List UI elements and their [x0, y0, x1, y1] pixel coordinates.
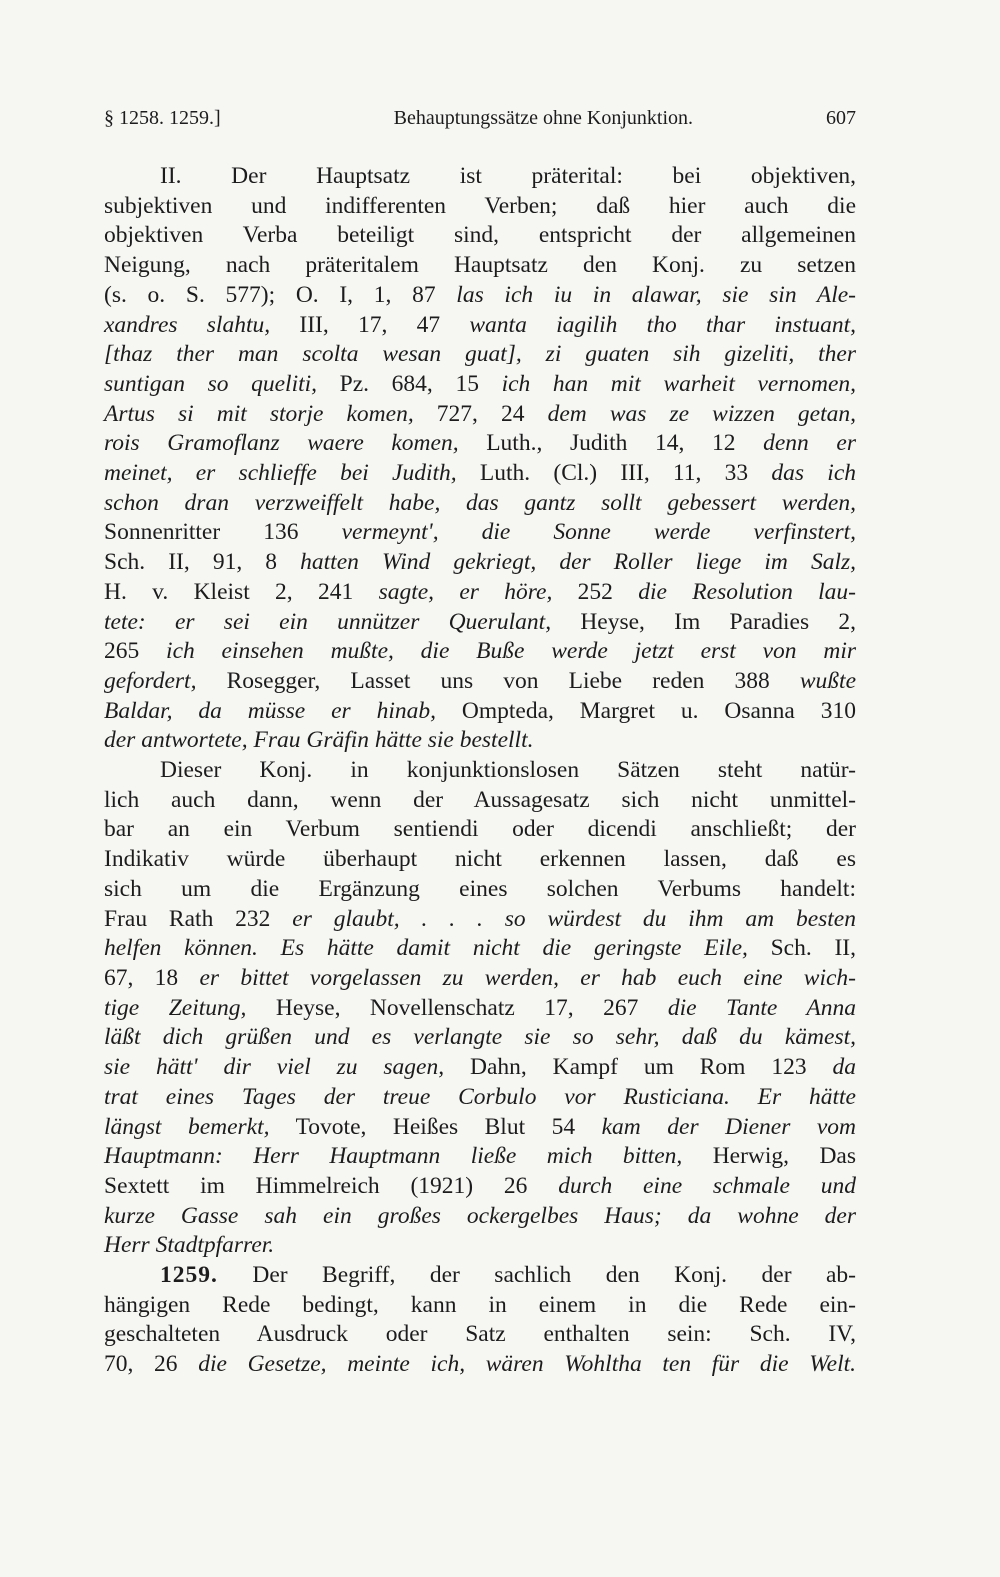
body-text-run: III, 17, 47 [270, 311, 470, 338]
text-line [104, 786, 856, 816]
text-line [104, 459, 856, 489]
quotation-text: sie hätt' dir viel zu sagen, [104, 1054, 445, 1081]
text-line [104, 964, 856, 994]
quotation-text: ich han mit warheit vernomen, [501, 370, 857, 397]
text-line [104, 667, 856, 697]
quotation-text: kam der Diener vom [601, 1113, 856, 1140]
running-header [104, 104, 856, 132]
text-line [104, 340, 856, 370]
body-text-run: Luth., Judith 14, 12 [458, 430, 764, 457]
text-line [104, 429, 856, 459]
quotation-text: da [832, 1054, 856, 1081]
text-line [104, 1083, 856, 1113]
body-text-run: geschalteten Ausdruck oder Satz enthalten sein: Sch. IV, [104, 1321, 856, 1348]
body-text-run: 70, 26 [104, 1351, 199, 1378]
text-line [104, 1172, 856, 1202]
text-line [104, 400, 856, 430]
text-line [104, 756, 856, 786]
text-line [104, 1350, 856, 1380]
body-text-run: Dahn, Kampf um Rom 123 [444, 1054, 833, 1081]
text-line [104, 934, 856, 964]
body-text-run: 252 [552, 578, 639, 605]
text-line [104, 845, 856, 875]
text-line [104, 251, 856, 281]
text-line [104, 726, 856, 756]
text-line [104, 311, 856, 341]
body-text-run: II. Der Hauptsatz ist präterital: bei objektiven, [160, 163, 856, 189]
quotation-text: ich einsehen mußte, die Buße werde jetzt erst von mir [166, 638, 856, 665]
body-text-run: hängigen Rede bedingt, kann in einem in die Rede ein- [104, 1291, 856, 1318]
text-line [104, 192, 856, 222]
body-text-run: Heyse, Im Paradies 2, [551, 608, 856, 635]
quotation-text: Hauptmann: Herr Hauptmann ließe mich bitten, [104, 1143, 683, 1170]
quotation-text: das ich [771, 460, 856, 487]
body-text-run: Pz. 684, 15 [317, 370, 502, 397]
text-line [104, 1113, 856, 1143]
quotation-text: durch eine schmale und [558, 1172, 856, 1199]
body-text [104, 162, 856, 1380]
body-text-run: Frau Rath 232 [104, 905, 293, 932]
quotation-text: sagte, er höre, [378, 578, 553, 605]
quotation-text: helfen können. Es hätte damit nicht die geringste Eile, [104, 935, 748, 962]
body-text-run: Sonnenritter 136 [104, 519, 342, 546]
body-text-run: Herwig, Das [682, 1143, 857, 1170]
quotation-text: denn er [763, 430, 856, 457]
text-line [104, 608, 856, 638]
quotation-text: trat eines Tages der treue Corbulo vor Rusticiana. Er hätte [104, 1083, 856, 1110]
body-text-run: Sextett im Himmelreich (1921) 26 [104, 1172, 559, 1199]
quotation-text: suntigan so queliti, [104, 370, 318, 397]
text-line [104, 1142, 856, 1172]
text-line [104, 370, 856, 400]
body-text-run: Sch. II, [747, 935, 856, 962]
quotation-text: xandres slahtu, [104, 311, 271, 338]
quotation-text: die Tante Anna [667, 994, 857, 1021]
text-line [104, 489, 856, 519]
body-text-run: sich um die Ergänzung eines solchen Verbums handelt: [104, 875, 856, 902]
text-line [104, 697, 856, 727]
text-line [104, 875, 856, 905]
body-text-run: Der Begriff, der sachlich den Konj. der ab- [217, 1262, 856, 1289]
quotation-text: gefordert, [104, 667, 197, 694]
page-number: 607 [826, 107, 856, 129]
text-line [104, 281, 856, 311]
body-text-run: subjektiven und indifferenten Verben; daß hier auch die [104, 192, 856, 219]
section-reference: § 1258. 1259.] [104, 107, 221, 129]
text-line [104, 162, 856, 192]
running-title: Behauptungssätze ohne Konjunktion. [393, 107, 694, 129]
quotation-text: meinet, er schlieffe bei Judith, [104, 460, 457, 487]
text-line [104, 1261, 856, 1291]
quotation-text: kurze Gasse sah ein großes ockergelbes Haus; da wohne der [104, 1202, 856, 1229]
body-text-run: Dieser Konj. in konjunktionslosen Sätzen steht natür- [160, 757, 856, 784]
quotation-text: die Gesetze, meinte ich, wären Wohltha ten für die Welt. [198, 1351, 857, 1378]
quotation-text: Herr Stadtpfarrer. [104, 1232, 275, 1259]
text-line [104, 905, 856, 935]
body-text-run: Rosegger, Lasset uns von Liebe reden 388 [196, 667, 800, 694]
quotation-text: [thaz ther man scolta wesan guat], zi guaten sih gizeliti, ther [104, 341, 856, 368]
body-text-run: Tovote, Heißes Blut 54 [269, 1113, 602, 1140]
quotation-text: dem was ze wizzen getan, [547, 400, 857, 427]
quotation-text: läßt dich grüßen und es verlangte sie so sehr, daß du kämest, [104, 1024, 856, 1051]
body-text-run: 265 [104, 638, 167, 665]
quotation-text: die Resolution lau- [638, 578, 856, 605]
quotation-text: der antwortete, Frau Gräfin hätte sie bestellt. [104, 727, 534, 754]
body-text-run: (s. o. S. 577); O. I, 1, 87 [104, 281, 457, 308]
body-text-run: bar an ein Verbum sentiendi oder dicendi anschließt; der [104, 816, 856, 843]
quotation-text: längst bemerkt, [104, 1113, 270, 1140]
text-line [104, 815, 856, 845]
text-line [104, 221, 856, 251]
body-text-run: Heyse, Novellenschatz 17, 267 [246, 994, 668, 1021]
quotation-text: vermeynt', die Sonne werde verfinstert, [341, 519, 857, 546]
text-line [104, 1023, 856, 1053]
body-text-run: Ompteda, Margret u. Osanna 310 [435, 697, 856, 724]
quotation-text: hatten Wind gekriegt, der Roller liege im Salz, [300, 549, 857, 576]
body-text-run: Indikativ würde überhaupt nicht erkennen lassen, daß es [104, 846, 856, 873]
text-line [104, 578, 856, 608]
body-text-run: lich auch dann, wenn der Aussagesatz sich nicht unmittel- [104, 786, 856, 813]
section-number: 1259. [160, 1262, 218, 1289]
body-text-run: Neigung, nach präteritalem Hauptsatz den Konj. zu setzen [104, 252, 856, 279]
quotation-text: wußte [799, 667, 856, 694]
body-text-run: 727, 24 [413, 400, 548, 427]
quotation-text: schon dran verzweiffelt habe, das gantz sollt gebessert werden, [104, 489, 856, 516]
quotation-text: las ich iu in alawar, sie sin Ale- [456, 281, 856, 308]
quotation-text: tete: er sei ein unnützer Querulant, [104, 608, 552, 635]
quotation-text: Baldar, da müsse er hinab, [104, 697, 436, 724]
text-line [104, 548, 856, 578]
text-line [104, 1231, 856, 1261]
text-line [104, 637, 856, 667]
quotation-text: tige Zeitung, [104, 994, 247, 1021]
body-text-run: Luth. (Cl.) III, 11, 33 [456, 460, 772, 487]
body-text-run: H. v. Kleist 2, 241 [104, 578, 379, 605]
text-line [104, 518, 856, 548]
body-text-run: objektiven Verba beteiligt sind, entspricht der allgemeinen [104, 222, 856, 249]
quotation-text: Artus si mit storje komen, [104, 400, 414, 427]
text-line [104, 1202, 856, 1232]
quotation-text: wanta iagilih tho thar instuant, [469, 311, 856, 338]
quotation-text: er glaubt, . . . so würdest du ihm am besten [292, 905, 856, 932]
body-text-run: 67, 18 [104, 964, 200, 991]
text-line [104, 1053, 856, 1083]
text-line [104, 994, 856, 1024]
text-line [104, 1291, 856, 1321]
quotation-text: rois Gramoflanz waere komen, [104, 430, 459, 457]
quotation-text: er bittet vorgelassen zu werden, er hab euch eine wich- [199, 964, 856, 991]
body-text-run: Sch. II, 91, 8 [104, 549, 301, 576]
text-line [104, 1320, 856, 1350]
